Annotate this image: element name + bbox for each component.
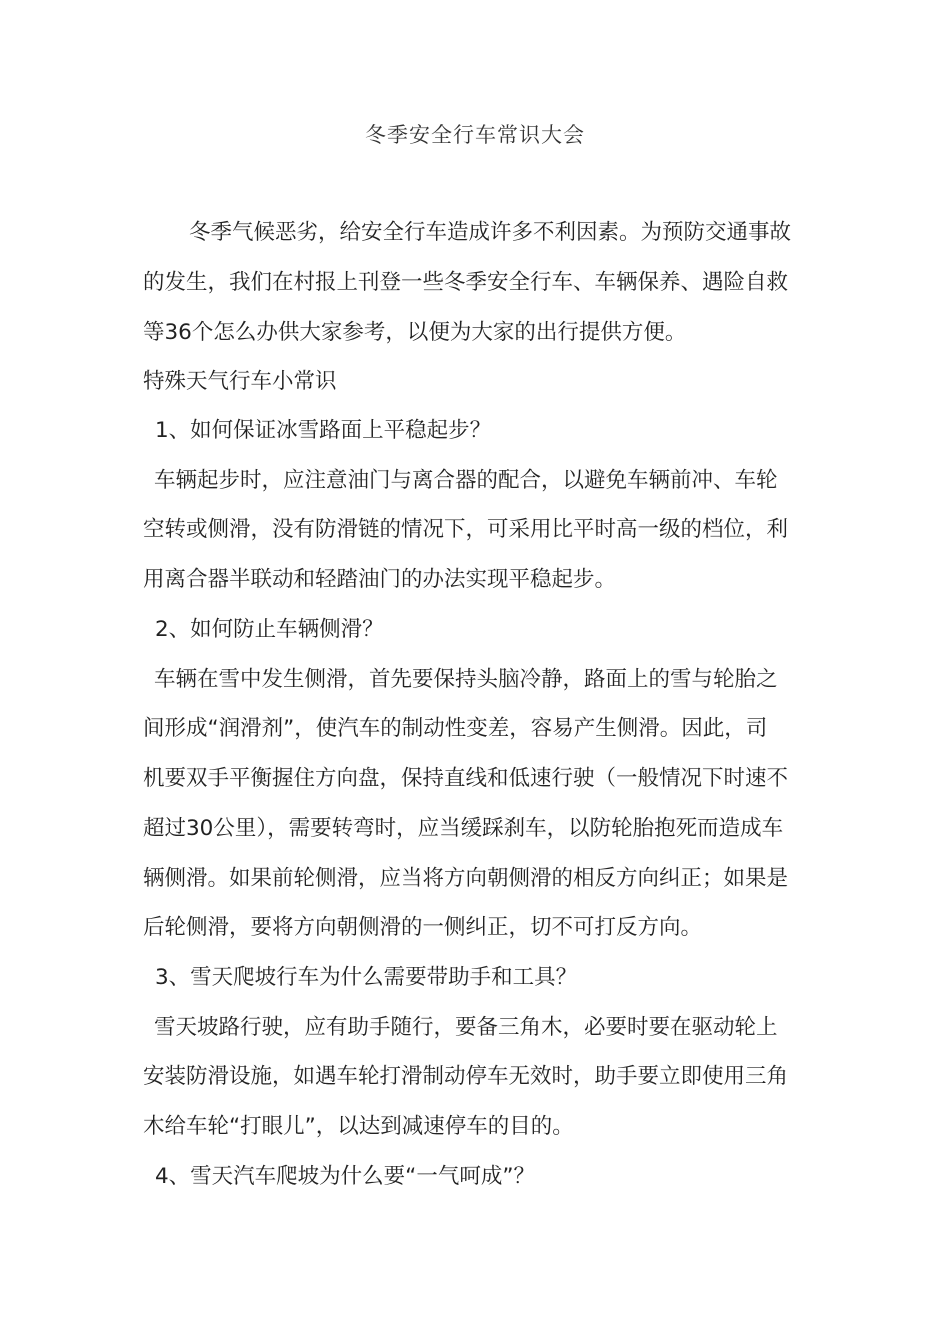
- question-2: 2、如何防止车辆侧滑？: [155, 617, 384, 642]
- answer-3-line-2: 安装防滑设施，如遇车轮打滑制动停车无效时，助手要立即使用三角: [143, 1064, 789, 1089]
- answer-2-line-1: 车辆在雪中发生侧滑，首先要保持头脑冷静，路面上的雪与轮胎之: [154, 667, 778, 692]
- section-heading: 特殊天气行车小常识: [143, 369, 337, 394]
- intro-line-2: 的发生，我们在村报上刊登一些冬季安全行车、车辆保养、遇险自救: [143, 270, 789, 295]
- document-title: 冬季安全行车常识大会: [365, 123, 585, 147]
- question-1: 1、如何保证冰雪路面上平稳起步？: [155, 418, 492, 443]
- answer-2-line-2: 间形成“润滑剂”，使汽车的制动性变差，容易产生侧滑。因此，司: [143, 716, 768, 741]
- answer-1-line-3: 用离合器半联动和轻踏油门的办法实现平稳起步。: [143, 567, 617, 592]
- answer-2-line-6: 后轮侧滑，要将方向朝侧滑的一侧纠正，切不可打反方向。: [143, 915, 703, 940]
- answer-2-line-3: 机要双手平衡握住方向盘，保持直线和低速行驶（一般情况下时速不: [143, 766, 789, 791]
- question-3: 3、雪天爬坡行车为什么需要带助手和工具？: [155, 965, 578, 990]
- question-4: 4、雪天汽车爬坡为什么要“一气呵成”？: [155, 1164, 535, 1189]
- answer-1-line-2: 空转或侧滑，没有防滑链的情况下，可采用比平时高一级的档位，利: [143, 517, 789, 542]
- answer-3-line-3: 木给车轮“打眼儿”，以达到减速停车的目的。: [143, 1114, 574, 1139]
- answer-1-line-1: 车辆起步时，应注意油门与离合器的配合，以避免车辆前冲、车轮: [154, 468, 778, 493]
- answer-2-line-5: 辆侧滑。如果前轮侧滑，应当将方向朝侧滑的相反方向纠正；如果是: [143, 866, 789, 891]
- intro-line-1: 冬季气候恶劣，给安全行车造成许多不利因素。为预防交通事故: [189, 220, 792, 245]
- answer-3-line-1: 雪天坡路行驶，应有助手随行，要备三角木，必要时要在驱动轮上: [154, 1015, 778, 1040]
- answer-2-line-4: 超过30公里），需要转弯时，应当缓踩刹车，以防轮胎抱死而造成车: [143, 816, 784, 841]
- intro-line-3: 等36个怎么办供大家参考，以便为大家的出行提供方便。: [143, 320, 687, 345]
